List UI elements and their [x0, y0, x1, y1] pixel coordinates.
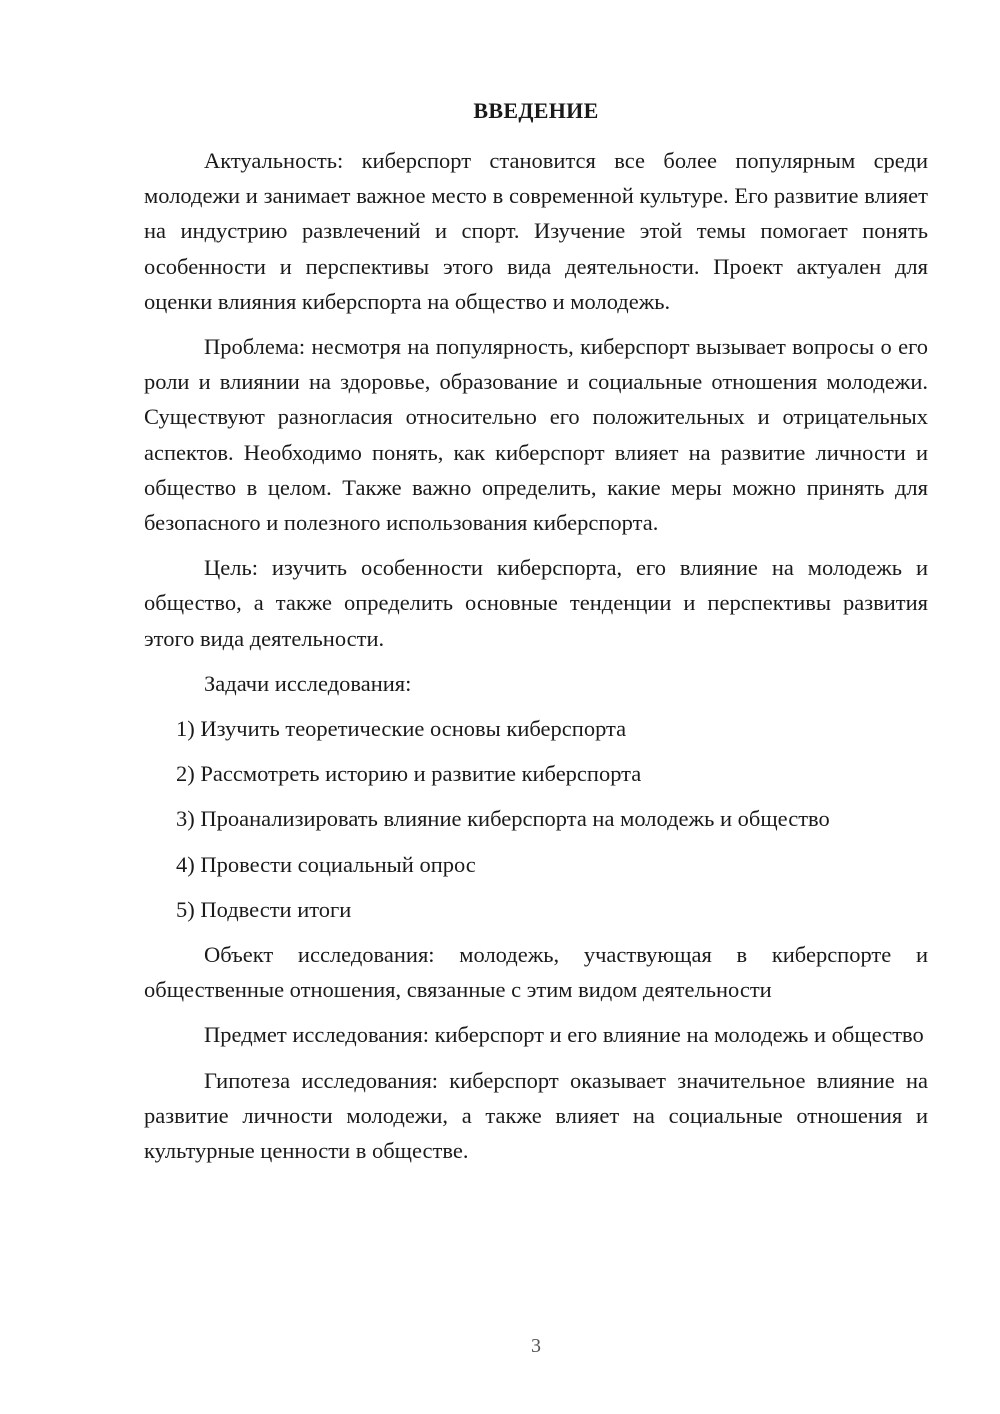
task-item: 2) Рассмотреть историю и развитие киберспорта	[176, 761, 642, 787]
paragraph-subject: Предмет исследования: киберспорт и его влияние на молодежь и общество	[204, 1022, 924, 1048]
page-number: 3	[531, 1335, 541, 1357]
tasks-label: Задачи исследования:	[204, 670, 412, 696]
task-item: 3) Проанализировать влияние киберспорта на молодежь и общество	[176, 806, 830, 832]
page-title: ВВЕДЕНИЕ	[473, 98, 599, 123]
paragraph-relevance: Актуальность: киберспорт становится все более популярным среди молодежи и занимает важное место в современной культуре. Его развитие влияет на индустрию развлечений и спорт. Изучение этой темы помогает понять особенности и перспективы этого вида деятельности. Проект актуален для оценки влияния киберспорта на общество и молодежь.	[144, 148, 928, 314]
task-list	[144, 711, 928, 927]
paragraph-goal: Цель: изучить особенности киберспорта, его влияние на молодежь и общество, а также определить основные тенденции и перспективы развития этого вида деятельности.	[144, 555, 928, 651]
document-body	[144, 143, 928, 1178]
task-item: 4) Провести социальный опрос	[176, 851, 476, 877]
paragraph-problem: Проблема: несмотря на популярность, киберспорт вызывает вопросы о его роли и влиянии на здоровье, образование и социальные отношения молодежи. Существуют разногласия относительно его положительных и отрицательных аспектов. Необходимо понять, как киберспорт влияет на развитие личности и общество в целом. Также важно определить, какие меры можно принять для безопасного и полезного использования киберспорта.	[144, 334, 928, 536]
paragraph-object: Объект исследования: молодежь, участвующая в киберспорте и общественные отношения, связанные с этим видом деятельности	[144, 942, 928, 1003]
task-item: 5) Подвести итоги	[176, 896, 352, 922]
task-item: 1) Изучить теоретические основы киберспорта	[176, 716, 627, 742]
paragraph-hypothesis: Гипотеза исследования: киберспорт оказывает значительное влияние на развитие личности молодежи, а также влияет на социальные отношения и культурные ценности в обществе.	[144, 1067, 928, 1164]
